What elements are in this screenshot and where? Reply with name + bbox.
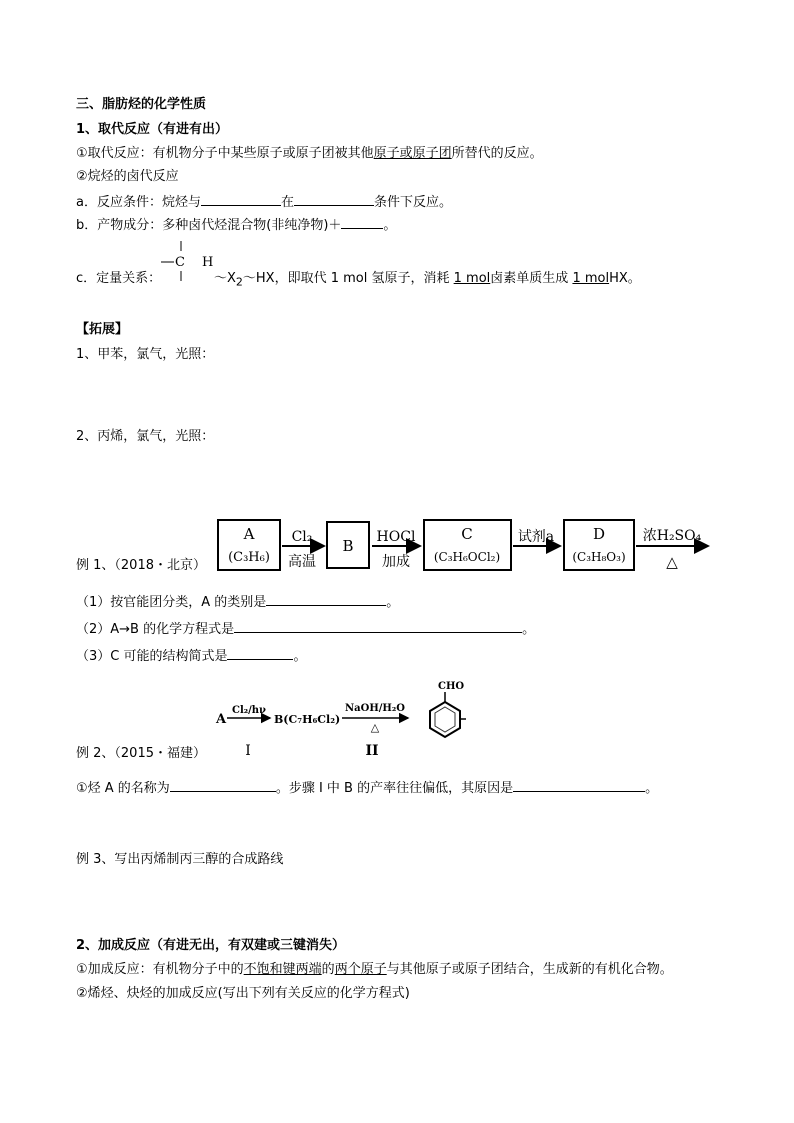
addition-definition: ①加成反应：有机物分子中的不饱和键两端的两个原子与其他原子或原子团结合，生成新的有机化合物。 bbox=[76, 962, 673, 977]
quantitative-relation-text: $\sim X_2\sim HX$，即取代 1 mol 氢原子，消耗 1 mol卤素单质生成 1 molHX。 bbox=[214, 271, 641, 289]
arrow2-reagent: NaOH/H₂O bbox=[345, 703, 405, 714]
example2-question: ①烃 A 的名称为 。步骤 I 中 B 的产率往往偏低，其原因是 。 bbox=[76, 778, 658, 798]
extension-item-1: 1、甲苯，氯气，光照： bbox=[76, 347, 215, 362]
benzaldehyde-structure bbox=[430, 681, 466, 737]
alkene-alkyne-addition-heading: ②烯烃、炔烃的加成反应(写出下列有关反应的化学方程式) bbox=[76, 986, 410, 1001]
example2-reaction-scheme bbox=[210, 676, 480, 760]
arrow2-condition: 加成 bbox=[382, 554, 410, 570]
arrow2-reagent: HOCl bbox=[376, 529, 416, 545]
compound-c-label: C bbox=[461, 525, 473, 543]
aldehyde-group: CHO bbox=[438, 681, 465, 692]
substitution-title: 1、取代反应（有进有出） bbox=[76, 122, 229, 137]
compound-a-formula: (C₃H₆) bbox=[228, 550, 270, 565]
example1-question-1: （1）按官能团分类，A 的类别是 。 bbox=[76, 592, 399, 612]
arrow1-reagent: Cl₂/hν bbox=[232, 705, 266, 716]
blank-field[interactable] bbox=[341, 215, 383, 229]
section-title: 三、脂肪烃的化学性质 bbox=[76, 97, 207, 112]
arrow4-reagent: 浓H₂SO₄ bbox=[642, 528, 702, 544]
example1-reaction-scheme bbox=[212, 514, 712, 576]
compound-c-formula: (C₃H₆OCl₂) bbox=[433, 550, 501, 564]
blank-field[interactable] bbox=[266, 592, 386, 606]
arrow2-condition: △ bbox=[370, 721, 380, 734]
addition-title: 2、加成反应（有进无出，有双建或三键消失） bbox=[76, 938, 346, 953]
example3-label: 例 3、写出丙烯制丙三醇的合成路线 bbox=[76, 852, 284, 867]
step-2-label: II bbox=[365, 743, 379, 759]
reaction-conditions-line: a．反应条件：烷烃与 在 条件下反应。 bbox=[76, 192, 452, 212]
hydrogen-atom: H bbox=[202, 255, 214, 270]
blank-field[interactable] bbox=[170, 778, 276, 792]
quantitative-relation-line: c．定量关系： bbox=[76, 271, 162, 286]
product-composition-line: b．产物成分：多种卤代烃混合物(非纯净物)＋ 。 bbox=[76, 215, 396, 235]
extension-item-2: 2、丙烯，氯气，光照： bbox=[76, 429, 215, 444]
extension-title: 【拓展】 bbox=[76, 322, 129, 337]
c-h-bond-fragment bbox=[158, 238, 218, 282]
arrow1-condition: 高温 bbox=[288, 554, 316, 570]
example2-label: 例 2、（2015・福建） bbox=[76, 746, 206, 761]
carbon-atom: C bbox=[175, 255, 185, 270]
blank-field[interactable] bbox=[513, 778, 645, 792]
step-1-label: I bbox=[245, 743, 251, 759]
blank-field[interactable] bbox=[234, 619, 522, 633]
blank-field[interactable] bbox=[201, 192, 281, 206]
compound-a-label: A bbox=[243, 525, 255, 543]
example1-question-3: （3）C 可能的结构简式是 。 bbox=[76, 646, 307, 666]
arrow4-condition: △ bbox=[666, 553, 678, 571]
blank-field[interactable] bbox=[227, 646, 293, 660]
alkane-halogenation-heading: ②烷烃的卤代反应 bbox=[76, 169, 179, 184]
compound-d-formula: (C₃H₈O₃) bbox=[572, 550, 626, 564]
compound-b-formula: B(C₇H₆Cl₂) bbox=[274, 713, 341, 726]
compound-b-label: B bbox=[342, 537, 354, 555]
compound-d-label: D bbox=[592, 525, 606, 543]
example1-label: 例 1、（2018・北京） bbox=[76, 558, 206, 573]
arrow1-reagent: Cl₂ bbox=[291, 529, 313, 545]
blank-field[interactable] bbox=[294, 192, 374, 206]
compound-a-label: A bbox=[216, 712, 227, 727]
example1-question-2: （2）A→B 的化学方程式是 。 bbox=[76, 619, 535, 639]
arrow3-reagent: 试剂a bbox=[517, 529, 555, 545]
substitution-definition: ①取代反应：有机物分子中某些原子或原子团被其他原子或原子团所替代的反应。 bbox=[76, 146, 543, 161]
